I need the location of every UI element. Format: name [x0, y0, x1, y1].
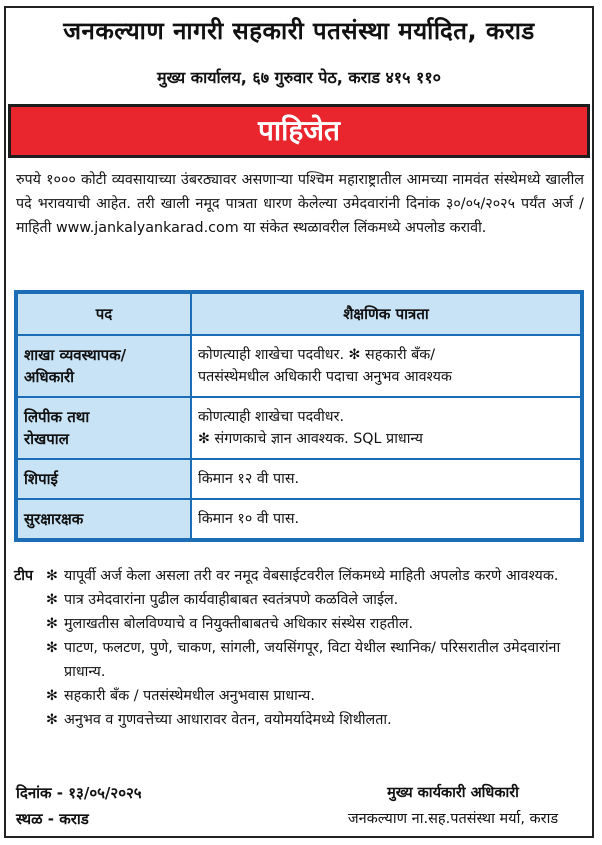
- post-line: शाखा व्यवस्थापक/: [24, 346, 127, 364]
- advertisement-frame: [4, 6, 594, 838]
- list-item: [14, 636, 586, 684]
- table-row: [17, 397, 581, 459]
- qualification-cell: किमान १० वी पास.: [191, 499, 581, 539]
- star-icon: ✻: [46, 616, 58, 632]
- list-item: [14, 588, 586, 612]
- note-text: पाटण, फलटण, पुणे, चाकण, सांगली, जयसिंगपूर, विटा येथील स्थानिक/ परिसरातील उमेदवारांना प्राधान्य.: [64, 640, 561, 680]
- header-qualification: शैक्षणिक पात्रता: [191, 293, 581, 335]
- list-item: [14, 612, 586, 636]
- issue-place: स्थळ - कराड: [16, 810, 89, 828]
- note-text: सहकारी बँक / पतसंस्थेमधील अनुभवास प्राधान्य.: [64, 688, 315, 704]
- footer-date-place: [16, 780, 142, 832]
- table-header-row: [17, 293, 581, 335]
- list-item: [14, 708, 586, 732]
- post-line: अधिकारी: [24, 368, 74, 386]
- star-icon: ✻: [46, 640, 58, 656]
- table-row: [17, 335, 581, 397]
- table-row: [17, 459, 581, 499]
- post-cell: सुरक्षारक्षक: [17, 499, 191, 539]
- positions-table: [14, 290, 584, 542]
- header-post: पद: [17, 293, 191, 335]
- qualification-cell: किमान १२ वी पास.: [191, 459, 581, 499]
- qualification-cell: [191, 397, 581, 459]
- post-cell: [17, 397, 191, 459]
- note-text: पात्र उमेदवारांना पुढील कार्यवाहीबाबत स्वतंत्रपणे कळविले जाईल.: [64, 592, 399, 608]
- signatory-block: [322, 780, 584, 832]
- signatory-designation: मुख्य कार्यकारी अधिकारी: [387, 785, 519, 801]
- note-text: मुलाखतीस बोलविण्याचे व नियुक्तीबाबतचे अधिकार संस्थेस राहतील.: [64, 616, 414, 632]
- post-cell: शिपाई: [17, 459, 191, 499]
- table-row: [17, 499, 581, 539]
- qualification-line: ✻ संगणकाचे ज्ञान आवश्यक. SQL प्राधान्य: [198, 431, 423, 447]
- organization-name: जनकल्याण नागरी सहकारी पतसंस्था मर्यादित, कराड: [63, 17, 535, 45]
- organization-address: मुख्य कार्यालय, ६७ गुरुवार पेठ, कराड ४१५ ११०: [157, 68, 441, 87]
- qualification-line: कोणत्याही शाखेचा पदवीधर.: [198, 409, 344, 425]
- star-icon: ✻: [46, 568, 58, 584]
- issue-date: दिनांक - १३/०५/२०२५: [16, 784, 142, 802]
- list-item: [14, 564, 586, 588]
- notes-label: टीप: [14, 568, 34, 584]
- post-cell: [17, 335, 191, 397]
- intro-paragraph: रुपये १००० कोटी व्यवसायाच्या उंबरठ्यावर असणाऱ्या पश्चिम महाराष्ट्रातील आमच्या नामवंत संस्थेमध्ये खालील पदे भरावयाची आहेत. तरी खाली नमूद पात्रता धारण केलेल्या उमेदवारांनी दिनांक ३०/०५/२०२५ पर्यंत अर्ज / माहिती www.jankalyankarad.com या संकेत स्थळावरील लिंकमध्ये अपलोड करावी.: [16, 172, 584, 236]
- post-line: लिपीक तथा: [24, 408, 90, 426]
- post-line: रोखपाल: [24, 430, 69, 448]
- signatory-organization: जनकल्याण ना.सह.पतसंस्था मर्या, कराड: [347, 811, 559, 827]
- notes-section: [14, 564, 586, 732]
- qualification-line: कोणत्याही शाखेचा पदवीधर. ✻ सहकारी बँक/: [198, 347, 436, 363]
- star-icon: ✻: [46, 592, 58, 608]
- note-text: यापूर्वी अर्ज केला असला तरी वर नमूद वेबसाईटवरील लिंकमध्ये माहिती अपलोड करणे आवश्यक.: [64, 568, 559, 584]
- note-text: अनुभव व गुणवत्तेच्या आधारावर वेतन, वयोमर्यादेमध्ये शिथीलता.: [64, 712, 392, 728]
- star-icon: ✻: [46, 688, 58, 704]
- list-item: [14, 684, 586, 708]
- vacancy-banner: पाहिजेत: [8, 104, 590, 158]
- qualification-cell: [191, 335, 581, 397]
- star-icon: ✻: [46, 712, 58, 728]
- qualification-line: पतसंस्थेमधील अधिकारी पदाचा अनुभव आवश्यक: [198, 369, 452, 385]
